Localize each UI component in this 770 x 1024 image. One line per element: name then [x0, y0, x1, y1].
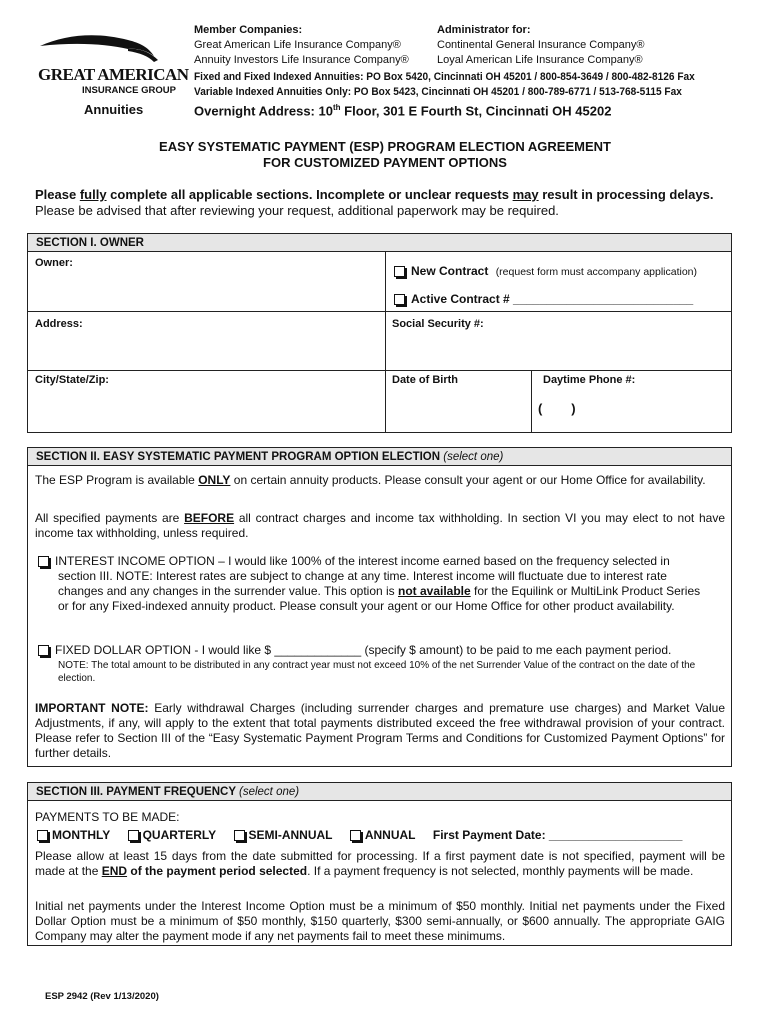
new-contract-option[interactable]	[394, 264, 697, 278]
owner-field[interactable]	[30, 270, 382, 308]
monthly-checkbox[interactable]	[37, 830, 48, 841]
important-label: IMPORTANT NOTE:	[35, 701, 149, 715]
intro-text: Please	[35, 187, 80, 202]
semi-annual-checkbox[interactable]	[234, 830, 245, 841]
section-option-election	[27, 447, 732, 767]
intro-text: complete all applicable sections. Incomplete or unclear requests	[106, 187, 513, 202]
frequency-options	[37, 828, 682, 842]
title-line-1: EASY SYSTEMATIC PAYMENT (ESP) PROGRAM ELECTION AGREEMENT	[159, 139, 611, 154]
active-contract-label: Active Contract # ___________________________	[411, 292, 694, 306]
semi-annual-label: SEMI-ANNUAL	[248, 828, 333, 842]
form-number: ESP 2942 (Rev 1/13/2020)	[45, 991, 159, 1002]
new-contract-label: New Contract	[411, 264, 489, 278]
interest-text: for the Equilink or MultiLink Product Series or for any Fixed-indexed annuity product. Please consult your agent or our Home Office for other product availability.	[58, 584, 701, 613]
not-available: not available	[398, 584, 471, 598]
address-label: Address:	[35, 318, 83, 330]
form-title	[0, 139, 770, 171]
emphasis-before: BEFORE	[184, 511, 235, 525]
member-title: Member Companies:	[194, 24, 303, 36]
logo-brand: GREAT AMERICAN	[38, 65, 189, 84]
section-payment-frequency	[27, 782, 732, 946]
section-header	[28, 783, 731, 801]
address-variable: Variable Indexed Annuities Only: PO Box 5423, Cincinnati OH 45201 / 800-789-6771 / 513-768-5115 Fax	[194, 86, 682, 98]
owner-label: Owner:	[35, 257, 73, 269]
fixed-dollar-checkbox[interactable]	[38, 645, 49, 656]
fixed-dollar-note: NOTE: The total amount to be distributed in any contract year must not exceed 10% of the net Surrender Value of the contract on the date of the election.	[58, 660, 696, 684]
admin-line: Loyal American Life Insurance Company®	[437, 54, 643, 66]
section-header-note: (select one)	[443, 451, 504, 463]
overnight-address	[194, 103, 611, 118]
interest-income-checkbox[interactable]	[38, 556, 49, 567]
interest-income-label: INTEREST INCOME OPTION – I would like 100% of the interest income earned based on the frequency selected in	[55, 554, 670, 568]
section-owner	[27, 233, 732, 433]
emphasis-end: END	[101, 864, 128, 878]
logo-group: INSURANCE GROUP	[82, 85, 176, 96]
divider	[28, 311, 731, 312]
paragraph-text: on certain annuity products. Please consult your agent or our Home Office for availability.	[230, 473, 706, 487]
title-line-2: FOR CUSTOMIZED PAYMENT OPTIONS	[263, 155, 507, 170]
section-header	[28, 448, 731, 466]
ssn-field[interactable]	[388, 332, 728, 368]
interest-text: section III. NOTE: Interest rates are subject to change at any time. Interest income will fluctuate due to interest rate changes and any changes in the surrender value. This option is	[58, 569, 667, 598]
option-quarterly[interactable]	[128, 828, 217, 842]
administrator-for	[437, 23, 677, 68]
section-header-note: (select one)	[239, 786, 300, 798]
divider	[28, 370, 731, 371]
admin-title: Administrator for:	[437, 24, 531, 36]
intro-line-1	[35, 187, 713, 202]
paragraph-text: Please allow at least 15 days from the date submitted for processing. If a first payment date is not specified, payment will be made at the	[35, 849, 725, 878]
intro-text: result in processing delays.	[538, 187, 714, 202]
payments-label: PAYMENTS TO BE MADE:	[35, 810, 180, 824]
ssn-label: Social Security #:	[392, 318, 484, 330]
monthly-label: MONTHLY	[52, 828, 111, 842]
section-header: SECTION I. OWNER	[28, 234, 731, 252]
section-header-text: SECTION II. EASY SYSTEMATIC PAYMENT PROGRAM OPTION ELECTION	[36, 451, 441, 463]
quarterly-label: QUARTERLY	[142, 828, 217, 842]
minimums-text: Initial net payments under the Interest Income Option must be a minimum of $50 monthly. Initial net payments under the Fixed Dollar Option must be a minimum of $50 monthly, $150 quarterly, $300 semi-annually, or $600 annually. The appropriate GAIG Company may alter the payment mode if any net payments fail to meet these minimums.	[35, 899, 725, 943]
divider	[385, 251, 386, 432]
admin-line: Continental General Insurance Company®	[437, 39, 645, 51]
option-monthly[interactable]	[37, 828, 110, 842]
option-annual[interactable]	[350, 828, 416, 842]
availability-text	[35, 473, 725, 488]
city-field[interactable]	[30, 388, 382, 430]
important-text: Early withdrawal Charges (including surrender charges and premature use charges) and Market Value Adjustments, if any, will apply to the extent that total payments distributed exceed the free withdrawal provision of your contract. Please refer to Section III of the “Easy Systematic Payment Program Terms and Conditions for Customized Payment Options” for further details.	[35, 701, 725, 760]
option-semi-annual[interactable]	[234, 828, 333, 842]
intro-fully: fully	[79, 187, 107, 202]
overnight-floor: 10	[318, 103, 333, 119]
intro-may: may	[512, 187, 539, 202]
first-payment-date-field[interactable]: First Payment Date: ____________________	[432, 828, 683, 842]
company-logo	[36, 30, 189, 125]
interest-income-details	[38, 569, 708, 614]
before-charges-text	[35, 511, 725, 541]
emphasis-only: ONLY	[198, 473, 231, 487]
divider	[531, 370, 532, 432]
active-contract-checkbox[interactable]	[394, 294, 405, 305]
paragraph-text: The ESP Program is available	[35, 473, 199, 487]
annual-checkbox[interactable]	[350, 830, 361, 841]
member-line: Great American Life Insurance Company®	[194, 39, 401, 51]
address-field[interactable]	[30, 332, 382, 368]
dob-label: Date of Birth	[392, 374, 458, 386]
new-contract-checkbox[interactable]	[394, 266, 405, 277]
overnight-label: Overnight Address:	[194, 103, 315, 119]
annual-label: ANNUAL	[364, 828, 416, 842]
member-companies	[194, 23, 434, 68]
active-contract-option[interactable]	[394, 292, 693, 306]
fixed-dollar-option[interactable]	[38, 643, 718, 658]
overnight-rest: Floor, 301 E Fourth St, Cincinnati OH 45202	[344, 103, 612, 119]
phone-field[interactable]: ( )	[538, 401, 576, 416]
paragraph-text: all contract charges and income tax withholding. In section VI you may elect to not have income tax withholding, unless required.	[35, 511, 726, 540]
fixed-dollar-label: FIXED DOLLAR OPTION - I would like $ _____________ (specify $ amount) to be paid to me each payment period.	[55, 643, 672, 657]
dob-field[interactable]	[388, 388, 528, 430]
new-contract-note: (request form must accompany application)	[495, 266, 698, 278]
important-note	[35, 701, 725, 761]
paragraph-text: All specified payments are	[35, 511, 185, 525]
processing-text	[35, 849, 725, 879]
overnight-sup: th	[332, 103, 341, 112]
emphasis-period: of the payment period selected	[127, 864, 308, 878]
member-line: Annuity Investors Life Insurance Company®	[194, 54, 409, 66]
city-label: City/State/Zip:	[35, 374, 109, 386]
address-fixed: Fixed and Fixed Indexed Annuities: PO Box 5420, Cincinnati OH 45201 / 800-854-3649 / 800-482-8126 Fax	[194, 71, 695, 83]
section-header-text: SECTION III. PAYMENT FREQUENCY	[36, 786, 236, 798]
intro-line-2: Please be advised that after reviewing your request, additional paperwork may be required.	[35, 203, 559, 218]
logo-product: Annuities	[84, 102, 144, 117]
quarterly-checkbox[interactable]	[128, 830, 139, 841]
interest-income-option[interactable]	[38, 554, 708, 614]
phone-label: Daytime Phone #:	[543, 374, 636, 386]
paragraph-text: . If a payment frequency is not selected, monthly payments will be made.	[307, 864, 694, 878]
